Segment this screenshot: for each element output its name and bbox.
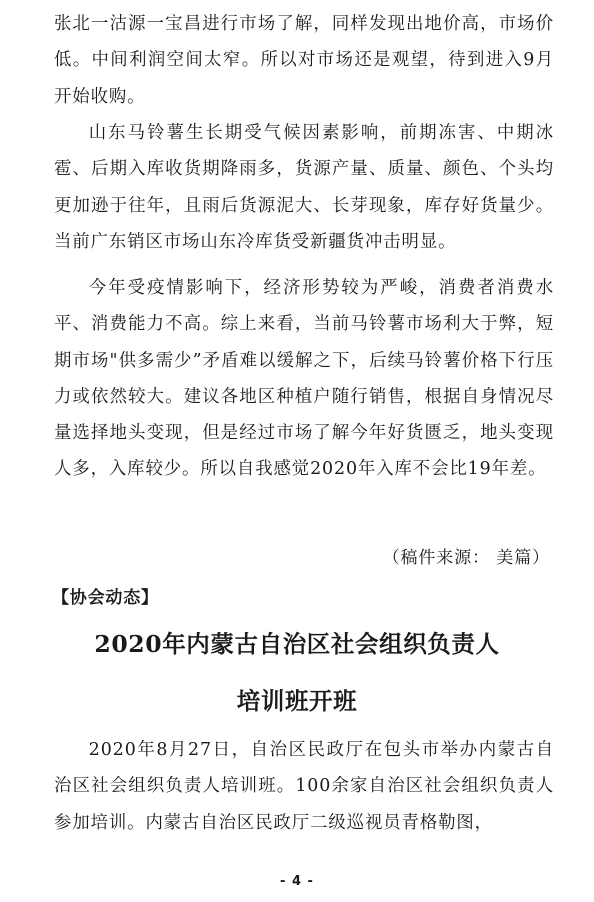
- article-paragraph-continued: 张北一沽源一宝昌进行市场了解，同样发现出地价高，市场价低。中间利润空间太窄。所以对市场还是观望，待到进入9月开始收购。: [54, 14, 554, 107]
- news-title-line-1: 2020年内蒙古自治区社会组织负责人: [94, 630, 500, 658]
- article-source-note: （稿件来源： 美篇）: [382, 548, 550, 568]
- news-paragraph-intro: 2020年8月27日，自治区民政厅在包头市举办内蒙古自治区社会组织负责人培训班。100余家自治区社会组织负责人参加培训。内蒙古自治区民政厅二级巡视员青格勒图，: [54, 740, 554, 833]
- article-paragraph-shandong: 山东马铃薯生长期受气候因素影响，前期冻害、中期冰雹、后期入库收货期降雨多，货源产量、质量、颜色、个头均更加逊于往年，且雨后货源泥大、长芽现象，库存好货量少。当前广东销区市场山东冷库货受新疆货冲击明显。: [54, 123, 554, 252]
- news-title-line-2: 培训班开班: [236, 687, 358, 715]
- page-number: - 4 -: [280, 874, 314, 889]
- article-paragraph-conclusion: 今年受疫情影响下，经济形势较为严峻，消费者消费水平、消费能力不高。综上来看，当前马铃薯市场利大于弊，短期市场"供多需少”矛盾难以缓解之下，后续马铃薯价格下行压力或依然较大。建议各地区种植户随行销售，根据自身情况尽量选择地头变现，但是经过市场了解今年好货匮乏，地头变现人多，入库较少。所以自我感觉2020年入库不会比19年差。: [54, 278, 554, 480]
- section-tag: 【协会动态】: [52, 588, 159, 608]
